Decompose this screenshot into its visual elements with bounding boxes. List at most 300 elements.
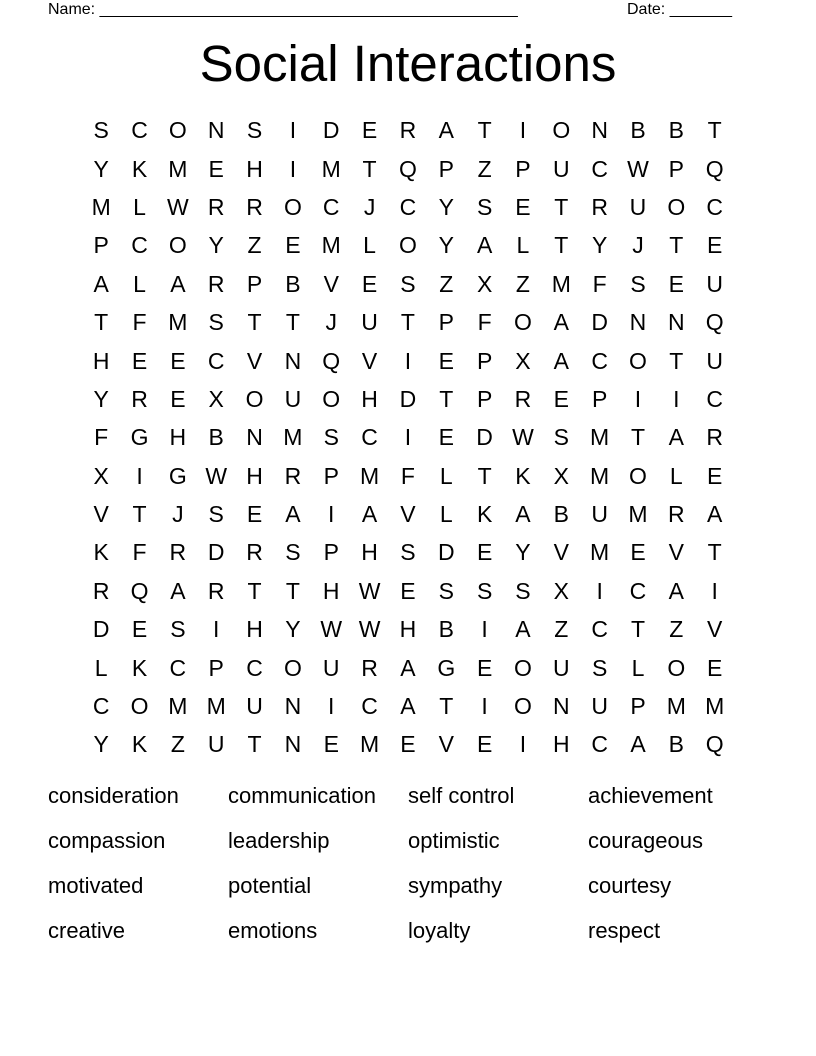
grid-cell: I xyxy=(673,385,680,412)
grid-cell: A xyxy=(668,577,684,604)
grid-cell: P xyxy=(438,309,454,336)
grid-cell: B xyxy=(553,501,569,528)
grid-cell: S xyxy=(630,270,646,297)
grid-cell: R xyxy=(591,193,608,220)
grid-cell: V xyxy=(400,501,416,528)
word-bank-item: loyalty xyxy=(408,918,471,943)
grid-cell: R xyxy=(514,385,532,412)
grid-cell: R xyxy=(668,501,685,528)
grid-cell: A xyxy=(170,270,186,297)
grid-cell: P xyxy=(438,155,454,182)
grid-cell: H xyxy=(399,616,417,643)
grid-cell: X xyxy=(476,270,493,297)
grid-cell: O xyxy=(629,462,647,489)
grid-cell: V xyxy=(361,347,378,374)
grid-cell: B xyxy=(630,117,646,144)
grid-cell: H xyxy=(361,385,378,412)
grid-cell: E xyxy=(668,270,684,297)
grid-cell: Z xyxy=(477,155,492,182)
grid-cell: I xyxy=(328,693,335,720)
word-bank-item: potential xyxy=(228,873,312,898)
grid-cell: S xyxy=(553,424,569,451)
grid-cell: H xyxy=(322,577,340,604)
grid-cell: Z xyxy=(170,731,185,758)
grid-row xyxy=(82,533,734,571)
grid-cell: O xyxy=(667,193,686,220)
grid-cell: U xyxy=(552,654,570,681)
grid-cell: I xyxy=(519,731,527,758)
grid-cell: R xyxy=(207,270,225,297)
grid-cell: B xyxy=(208,424,224,451)
grid-cell: A xyxy=(668,424,684,451)
grid-cell: V xyxy=(438,731,454,758)
grid-cell: K xyxy=(131,155,148,182)
grid-row xyxy=(82,111,734,149)
grid-cell: U xyxy=(706,347,723,374)
grid-cell: E xyxy=(246,501,263,528)
grid-cell: E xyxy=(400,731,416,758)
grid-row xyxy=(82,610,734,648)
grid-cell: F xyxy=(132,309,147,336)
grid-cell: A xyxy=(170,577,186,604)
grid-cell: Y xyxy=(591,232,608,259)
grid-cell: E xyxy=(707,654,723,681)
grid-cell: M xyxy=(168,309,188,336)
grid-row xyxy=(82,418,734,456)
grid-cell: D xyxy=(322,117,340,144)
grid-cell: Q xyxy=(398,155,417,182)
grid-cell: O xyxy=(322,385,341,412)
grid-cell: X xyxy=(515,347,531,374)
grid-cell: S xyxy=(515,577,531,604)
grid-cell: Y xyxy=(93,385,109,412)
grid-row xyxy=(82,265,734,303)
grid-cell: I xyxy=(404,347,412,374)
grid-cell: X xyxy=(553,462,569,489)
grid-cell: A xyxy=(553,309,569,336)
grid-cell: D xyxy=(437,539,455,566)
grid-cell: W xyxy=(358,577,381,604)
grid-cell: P xyxy=(323,539,339,566)
grid-cell: O xyxy=(514,309,532,336)
grid-cell: C xyxy=(591,155,608,182)
grid-cell: L xyxy=(94,654,108,681)
grid-cell: M xyxy=(359,731,380,758)
grid-cell: E xyxy=(361,270,378,297)
grid-cell: I xyxy=(404,424,412,451)
grid-cell: P xyxy=(93,232,109,259)
grid-cell: C xyxy=(591,347,608,374)
grid-cell: J xyxy=(363,193,376,220)
word-bank-item: creative xyxy=(48,918,126,943)
grid-cell: M xyxy=(168,155,188,182)
grid-cell: K xyxy=(131,731,148,758)
grid-cell: I xyxy=(481,616,488,643)
grid-cell: R xyxy=(284,462,302,489)
grid-cell: E xyxy=(476,654,493,681)
grid-cell: R xyxy=(131,385,148,412)
grid-cell: Y xyxy=(208,232,224,259)
grid-cell: P xyxy=(591,385,608,412)
grid-cell: N xyxy=(284,347,302,374)
grid-cell: M xyxy=(321,232,341,259)
grid-cell: A xyxy=(476,232,493,259)
grid-cell: H xyxy=(246,616,263,643)
word-bank-item: leadership xyxy=(228,828,330,853)
grid-cell: O xyxy=(552,117,571,144)
grid-cell: C xyxy=(591,731,608,758)
grid-cell: T xyxy=(400,309,415,336)
grid-cell: E xyxy=(515,193,531,220)
grid-cell: H xyxy=(361,539,378,566)
grid-cell: F xyxy=(132,539,147,566)
grid-cell: T xyxy=(439,385,454,412)
grid-cell: I xyxy=(481,693,488,720)
grid-row xyxy=(82,457,734,495)
grid-cell: V xyxy=(93,501,109,528)
grid-cell: T xyxy=(247,577,262,604)
grid-cell: S xyxy=(591,654,608,681)
grid-cell: E xyxy=(170,385,186,412)
grid-cell: P xyxy=(208,654,224,681)
date-field-label: Date: _______ xyxy=(627,1,732,18)
grid-cell: S xyxy=(208,501,224,528)
grid-cell: O xyxy=(130,693,149,720)
grid-cell: H xyxy=(169,424,187,451)
grid-cell: I xyxy=(328,501,335,528)
grid-cell: O xyxy=(514,654,532,681)
grid-cell: A xyxy=(438,117,454,144)
grid-cell: O xyxy=(398,232,417,259)
grid-cell: L xyxy=(133,270,146,297)
grid-row xyxy=(82,687,734,725)
grid-cell: R xyxy=(92,577,110,604)
grid-cell: L xyxy=(439,501,453,528)
grid-cell: E xyxy=(131,616,148,643)
grid-cell: N xyxy=(629,309,647,336)
grid-cell: M xyxy=(590,539,610,566)
grid-cell: R xyxy=(207,193,225,220)
grid-cell: S xyxy=(476,193,493,220)
grid-cell: L xyxy=(631,654,645,681)
grid-cell: U xyxy=(284,385,302,412)
grid-cell: P xyxy=(515,155,531,182)
grid-cell: U xyxy=(361,309,378,336)
grid-cell: E xyxy=(438,347,454,374)
grid-cell: H xyxy=(246,155,263,182)
grid-cell: O xyxy=(629,347,647,374)
grid-cell: P xyxy=(668,155,684,182)
grid-cell: P xyxy=(246,270,263,297)
grid-cell: S xyxy=(438,577,454,604)
grid-cell: Q xyxy=(705,731,724,758)
grid-cell: M xyxy=(590,462,610,489)
grid-cell: T xyxy=(554,232,569,259)
grid-cell: S xyxy=(285,539,301,566)
grid-cell: U xyxy=(591,501,608,528)
grid-cell: R xyxy=(246,193,263,220)
grid-row xyxy=(82,380,734,418)
grid-cell: V xyxy=(707,616,723,643)
grid-cell: W xyxy=(205,462,228,489)
word-bank-item: optimistic xyxy=(408,828,500,853)
grid-cell: S xyxy=(400,270,416,297)
word-bank-item: sympathy xyxy=(408,873,503,898)
grid-cell: Y xyxy=(93,731,109,758)
grid-cell: M xyxy=(628,501,648,528)
grid-cell: E xyxy=(208,155,224,182)
word-bank-item: motivated xyxy=(48,873,144,898)
grid-cell: K xyxy=(515,462,531,489)
grid-cell: L xyxy=(516,232,530,259)
grid-cell: K xyxy=(131,654,148,681)
grid-cell: U xyxy=(706,270,723,297)
grid-cell: N xyxy=(591,117,608,144)
grid-cell: T xyxy=(630,424,646,451)
grid-cell: C xyxy=(207,347,225,374)
grid-cell: S xyxy=(93,117,109,144)
grid-cell: Z xyxy=(515,270,530,297)
word-bank-item: compassion xyxy=(48,828,166,853)
grid-cell: I xyxy=(596,577,603,604)
grid-cell: M xyxy=(359,462,380,489)
grid-cell: R xyxy=(246,539,263,566)
grid-cell: I xyxy=(213,616,220,643)
grid-cell: A xyxy=(285,501,301,528)
grid-cell: L xyxy=(133,193,146,220)
grid-cell: L xyxy=(363,232,376,259)
grid-cell: T xyxy=(707,539,722,566)
grid-cell: D xyxy=(92,616,110,643)
grid-cell: A xyxy=(515,501,531,528)
grid-cell: A xyxy=(630,731,646,758)
grid-cell: J xyxy=(325,309,337,336)
grid-cell: T xyxy=(477,462,492,489)
grid-cell: I xyxy=(519,117,527,144)
grid-cell: D xyxy=(476,424,493,451)
grid-cell: Z xyxy=(439,270,454,297)
word-bank-item: respect xyxy=(588,918,661,943)
grid-cell: E xyxy=(438,424,454,451)
grid-row xyxy=(82,572,734,610)
grid-cell: L xyxy=(439,462,453,489)
grid-cell: U xyxy=(591,693,608,720)
grid-cell: R xyxy=(399,117,417,144)
grid-cell: M xyxy=(168,693,188,720)
grid-cell: D xyxy=(591,309,608,336)
grid-cell: H xyxy=(92,347,110,374)
grid-cell: Y xyxy=(438,232,454,259)
grid-cell: E xyxy=(400,577,416,604)
word-bank-item: self control xyxy=(408,783,515,808)
grid-cell: O xyxy=(283,654,302,681)
grid-cell: U xyxy=(322,654,340,681)
grid-cell: I xyxy=(711,577,718,604)
grid-cell: U xyxy=(629,193,647,220)
grid-cell: N xyxy=(668,309,685,336)
grid-cell: F xyxy=(477,309,492,336)
grid-cell: W xyxy=(627,155,649,182)
grid-cell: L xyxy=(669,462,683,489)
grid-row xyxy=(82,303,734,341)
word-bank-item: courtesy xyxy=(588,873,672,898)
grid-cell: T xyxy=(477,117,492,144)
grid-cell: M xyxy=(91,193,111,220)
grid-cell: E xyxy=(285,232,301,259)
grid-cell: A xyxy=(93,270,109,297)
grid-row xyxy=(82,725,734,763)
grid-cell: M xyxy=(705,693,725,720)
word-bank xyxy=(48,779,788,959)
grid-cell: O xyxy=(667,654,686,681)
grid-row xyxy=(82,648,734,686)
grid-cell: T xyxy=(247,731,262,758)
grid-cell: T xyxy=(132,501,147,528)
grid-cell: E xyxy=(630,539,646,566)
grid-cell: E xyxy=(707,462,723,489)
grid-cell: C xyxy=(706,385,723,412)
grid-cell: G xyxy=(130,424,149,451)
grid-cell: E xyxy=(131,347,148,374)
grid-cell: V xyxy=(553,539,569,566)
grid-cell: Q xyxy=(322,347,341,374)
grid-cell: E xyxy=(323,731,339,758)
grid-cell: V xyxy=(323,270,339,297)
name-field-label: Name: _______________________________________________ xyxy=(48,1,518,18)
grid-cell: N xyxy=(207,117,225,144)
grid-cell: Q xyxy=(705,155,724,182)
grid-cell: B xyxy=(668,731,684,758)
grid-cell: U xyxy=(552,155,570,182)
grid-cell: C xyxy=(131,117,148,144)
grid-cell: S xyxy=(476,577,493,604)
grid-cell: Y xyxy=(438,193,454,220)
grid-cell: Z xyxy=(669,616,684,643)
word-bank-item: courageous xyxy=(588,828,703,853)
grid-cell: V xyxy=(668,539,684,566)
grid-cell: D xyxy=(207,539,225,566)
grid-cell: X xyxy=(553,577,569,604)
grid-cell: E xyxy=(361,117,378,144)
grid-cell: S xyxy=(400,539,416,566)
word-bank-item: communication xyxy=(228,783,376,808)
grid-cell: O xyxy=(514,693,532,720)
grid-cell: C xyxy=(706,193,723,220)
grid-cell: E xyxy=(170,347,186,374)
page-title: Social Interactions xyxy=(199,35,617,92)
grid-cell: Q xyxy=(130,577,149,604)
grid-cell: Y xyxy=(93,155,109,182)
grid-cell: M xyxy=(283,424,303,451)
grid-cell: A xyxy=(553,347,569,374)
grid-cell: C xyxy=(361,693,378,720)
grid-cell: R xyxy=(361,654,378,681)
word-bank-item: consideration xyxy=(48,783,179,808)
grid-cell: R xyxy=(169,539,187,566)
grid-cell: G xyxy=(168,462,187,489)
grid-cell: W xyxy=(358,616,381,643)
grid-cell: I xyxy=(136,462,143,489)
grid-cell: T xyxy=(285,309,300,336)
grid-cell: C xyxy=(92,693,110,720)
grid-cell: J xyxy=(172,501,184,528)
grid-cell: W xyxy=(167,193,189,220)
grid-cell: A xyxy=(361,501,378,528)
grid-cell: E xyxy=(476,731,493,758)
grid-cell: E xyxy=(553,385,569,412)
grid-cell: J xyxy=(632,232,644,259)
grid-cell: T xyxy=(707,117,722,144)
grid-cell: C xyxy=(361,424,378,451)
grid-cell: H xyxy=(552,731,570,758)
grid-cell: V xyxy=(246,347,263,374)
grid-cell: U xyxy=(207,731,225,758)
grid-cell: O xyxy=(168,232,187,259)
grid-cell: M xyxy=(551,270,571,297)
word-bank-item: emotions xyxy=(228,918,318,943)
grid-cell: C xyxy=(629,577,647,604)
grid-cell: S xyxy=(246,117,263,144)
grid-cell: W xyxy=(512,424,534,451)
grid-cell: A xyxy=(400,654,416,681)
grid-cell: O xyxy=(168,117,187,144)
grid-cell: T xyxy=(439,693,454,720)
grid-cell: I xyxy=(289,155,297,182)
grid-cell: Z xyxy=(247,232,262,259)
grid-cell: C xyxy=(246,654,263,681)
grid-cell: T xyxy=(362,155,377,182)
grid-cell: A xyxy=(707,501,723,528)
grid-cell: T xyxy=(285,577,300,604)
grid-cell: C xyxy=(131,232,148,259)
grid-cell: M xyxy=(590,424,610,451)
grid-cell: B xyxy=(438,616,454,643)
grid-cell: T xyxy=(94,309,109,336)
grid-cell: Q xyxy=(705,309,724,336)
grid-row xyxy=(82,188,734,226)
grid-cell: T xyxy=(247,309,262,336)
grid-cell: T xyxy=(554,193,569,220)
grid-cell: R xyxy=(207,577,225,604)
grid-cell: C xyxy=(322,193,340,220)
grid-cell: U xyxy=(246,693,263,720)
grid-cell: M xyxy=(666,693,686,720)
grid-cell: S xyxy=(323,424,339,451)
grid-cell: C xyxy=(169,654,187,681)
grid-cell: H xyxy=(246,462,263,489)
grid-row xyxy=(82,226,734,264)
grid-cell: M xyxy=(206,693,226,720)
grid-cell: P xyxy=(476,347,493,374)
grid-cell: T xyxy=(669,347,684,374)
grid-row xyxy=(82,495,734,533)
grid-cell: R xyxy=(706,424,723,451)
grid-cell: O xyxy=(283,193,302,220)
grid-cell: E xyxy=(707,232,723,259)
grid-cell: K xyxy=(93,539,109,566)
grid-cell: X xyxy=(208,385,224,412)
grid-cell: Y xyxy=(285,616,301,643)
grid-cell: Z xyxy=(554,616,569,643)
grid-cell: P xyxy=(476,385,493,412)
grid-cell: N xyxy=(552,693,570,720)
grid-cell: B xyxy=(285,270,301,297)
grid-cell: X xyxy=(93,462,109,489)
grid-row xyxy=(82,149,734,187)
grid-cell: F xyxy=(94,424,109,451)
grid-cell: S xyxy=(208,309,224,336)
grid-cell: A xyxy=(400,693,416,720)
